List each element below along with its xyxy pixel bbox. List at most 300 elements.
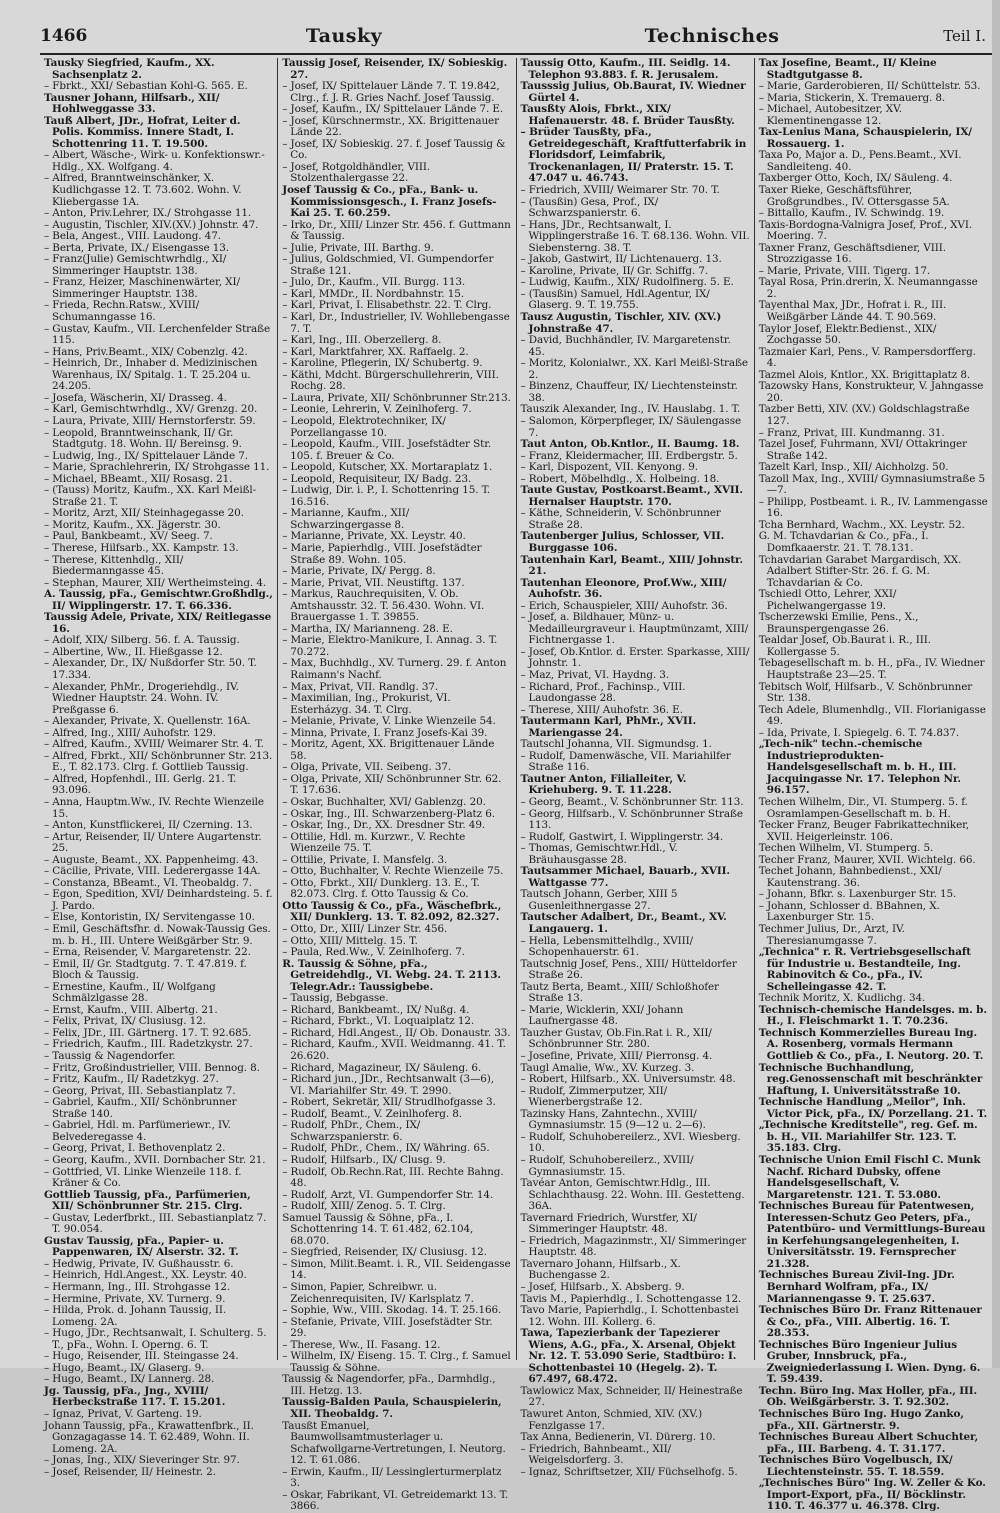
directory-entry: – Marianne, Private, XX. Leystr. 40. xyxy=(282,530,466,543)
directory-entry: – Therese, Kittenhdlg., XII/ Biedermanngasse 45. xyxy=(44,553,184,578)
directory-entry: Taxner Franz, Geschäftsdiener, VIII. Strozzigasse 16. xyxy=(758,241,946,266)
directory-entry: – (Tausßin) Gesa, Prof., IX/ Schwarzspanierstr. 6. xyxy=(520,195,659,220)
directory-entry: Tscherzewski Emilie, Pens., X., Braunspergengasse 26. xyxy=(758,611,919,635)
directory-entry: – Leopold, Elektrotechniker, IX/ Porzellangasse 10. xyxy=(282,414,446,439)
directory-entry: – Otto, Fbrkt., XII/ Dunklerg. 13. E., T. 82.073. Clrg. f. Otto Taussig & Co. xyxy=(282,876,480,901)
directory-entry: – Rudolf, PhDr., Chem., IX/ Währing. 65. xyxy=(282,1142,490,1155)
directory-entry: – Karl, Ing., III. Oberzellerg. 8. xyxy=(282,334,442,347)
directory-entry: Tauß Albert, JDr., Hofrat, Leiter d. Polis. Kommiss. Innere Stadt, I. Schottenring 11. T. 19.500. xyxy=(44,114,241,150)
directory-entry: Tautsammer Michael, Bauarb., XVII. Wattgasse 77. xyxy=(520,865,730,889)
directory-entry: Tautermann Karl, PhMr., XVII. Mariengasse 24. xyxy=(520,715,697,739)
directory-entry: – Marie, Elektro-Manikure, I. Annag. 3. T. 70.272. xyxy=(282,634,498,658)
directory-entry: – Felix, JDr., III. Gärtnerg. 17. T. 92.685. xyxy=(44,1026,252,1039)
directory-entry: – Friedrich, Bahnbeamt., XII/ Weigelsdorferg. 3. xyxy=(520,1442,672,1467)
directory-entry: – Stefanie, Private, VIII. Josefstädter Str. 29. xyxy=(282,1315,493,1340)
directory-entry: – Olga, Private, VII. Seibeng. 37. xyxy=(282,761,452,774)
directory-entry: Taugl Amalie, Ww., XV. Kurzeg. 3. xyxy=(520,1061,695,1074)
directory-entry: – Egon, Spedition, XVI/ Deinhardsteing. 5. f. J. Pardo. xyxy=(44,888,273,912)
directory-entry: – Leopold, Kutscher, XX. Mortaraplatz 1. xyxy=(282,461,493,474)
directory-entry: – Marie, Papierhdlg., VIII. Josefstädter Straße 89. Wohn. 105. xyxy=(282,541,482,566)
directory-entry: – Rudolf, Hilfsarb., IX/ Clusg. 9. xyxy=(282,1153,446,1166)
volume-label: Teil I. xyxy=(943,27,986,45)
directory-entry: Taxis-Bordogna-Valnigra Josef, Prof., XVI. Moering. 7. xyxy=(758,218,973,243)
directory-entry: Tauszik Alexander, Ing., IV. Hauslabg. 1. T. xyxy=(520,403,741,416)
directory-entry: Tschiedl Otto, Lehrer, XXI/ Pichelwangergasse 19. xyxy=(758,588,897,612)
directory-entry: Josef Taussig & Co., pFa., Bank- u. Kommissionsgesch., I. Franz Josefs-Kai 25. T. 60.259. xyxy=(282,184,497,220)
directory-entry: – Simon, Papier, Schreibwr. u. Zeichenrequisiten, IV/ Karlsplatz 7. xyxy=(282,1280,474,1305)
directory-entry: – Frieda, Rechn.Ratsw., XVIII/ Schumanngasse 16. xyxy=(44,299,200,324)
directory-entry: – (Tausßin) Samuel, Hdl.Agentur, IX/ Glaserg. 9. T. 19.755. xyxy=(520,287,710,312)
directory-entry: „Tech-nik" techn.-chemische Industrieprodukten-Handelsgesellschaft m. b. H., III. Jacquingasse Nr. 17. Telephon Nr. 96.157. xyxy=(758,738,961,797)
directory-entry: Tausßt Emanuel, Baumwollsamtmusterlager u. Schafwollgarne-Vertretungen, I. Neutorg. 12. T. 61.086. xyxy=(282,1419,506,1467)
directory-entry: – Richard, Magazineur, IX/ Säuleng. 6. xyxy=(282,1061,482,1074)
directory-entry: – Rudolf, Schuhobereilerz., XVIII/ Gymnasiumstr. 15. xyxy=(520,1153,694,1178)
directory-entry: G. M. Tchavdarian & Co., pFa., I. Domfkaaerstr. 21. T. 78.131. xyxy=(758,530,929,554)
directory-entry: – Hugo, Reisender, III. Steingasse 24. xyxy=(44,1350,239,1363)
directory-entry: – Josef, IX/ Sobieskig. 27. f. Josef Taussig & Co. xyxy=(282,137,506,162)
directory-entry: – Sophie, Ww., VIII. Skodag. 14. T. 25.166. xyxy=(282,1304,502,1317)
directory-entry: Tazber Betti, XIV. (XV.) Goldschlagstraße 127. xyxy=(758,403,970,427)
running-head-left: Tausky xyxy=(305,25,383,47)
directory-entry: – Taussig, Bebgasse. xyxy=(282,992,389,1005)
directory-entry: Technisch-chemische Handelsges. m. b. H., I. Fleischmarkt 1. T. 70.236. xyxy=(758,1003,987,1028)
directory-entry: – Marie, Garderobieren, II/ Schüttelstr. 53. xyxy=(758,80,981,93)
directory-entry: – Rudolf, Ob.Rechn.Rat, III. Rechte Bahng. 48. xyxy=(282,1165,504,1190)
directory-entry: Tausz Augustin, Tischler, XIV. (XV.) Johnstraße 47. xyxy=(520,311,722,335)
directory-entry: Taut Anton, Ob.Kntlor., II. Baumg. 18. xyxy=(520,438,740,451)
directory-entry: – Alfred, Fbrkt., XII/ Schönbrunner Str. 213. E., T. 82.173. Clrg. f. Gottlieb Taussig. xyxy=(44,749,273,774)
directory-entry: – Oskar, Buchhalter, XVI/ Gablenzg. 20. xyxy=(282,796,486,808)
directory-entry: – Alfred, Ing., XIII/ Auhofstr. 129. xyxy=(44,726,216,739)
directory-entry: – Richard jun., JDr., Rechtsanwalt (3—6), VI. Mariahilfer Str. 49. T. 2990. xyxy=(282,1073,494,1097)
directory-entry: – Anna, Hauptm.Ww., IV. Rechte Wienzeile 15. xyxy=(44,796,264,820)
directory-entry: – Franz, Heizer, Maschinenwärter, XI/ Simmeringer Hauptstr. 138. xyxy=(44,276,240,300)
directory-entry: – Albert, Wäsche-, Wirk- u. Konfektionswr.-Hdlg., XX. Wolfgang. 4. xyxy=(44,149,265,173)
directory-entry: – Paul, Bankbeamt., XV/ Seeg. 7. xyxy=(44,530,213,543)
directory-entry: Techen Wilhelm, VI. Stumperg. 5. xyxy=(758,842,934,855)
directory-entry: – Albertine, Ww., II. Hießgasse 12. xyxy=(44,645,223,658)
directory-entry: – Adolf, XIX/ Silberg. 56. f. A. Taussig. xyxy=(44,634,240,647)
directory-entry: Tcha Bernhard, Wachm., XX. Leystr. 52. xyxy=(758,518,965,531)
directory-entry: – Josef, Rotgoldhändler, VIII. Stolzenthalergasse 22. xyxy=(282,160,431,185)
directory-entry: – Marie, Sprachlehrerin, IX/ Strohgasse 11. xyxy=(44,461,270,474)
directory-entry: – Josef, Ob.Kntlor. d. Erster. Sparkasse, XIII/ Johnstr. 1. xyxy=(520,645,750,670)
directory-entry: – Josefa, Wäscherin, XI/ Drasseg. 4. xyxy=(44,391,227,404)
directory-entry: – Moritz, Agent, XX. Brigittenauer Lände 58. xyxy=(282,738,495,762)
directory-entry: Tawa, Tapezierbank der Tapezierer Wiens, A.G., pFa., X. Arsenal, Objekt Nr. 12. T. 53.090 Serie, Stadtbüro: I. Schottenbastei 10 (Hegelg. 2). T. 67.497, 68.472. xyxy=(520,1327,737,1386)
directory-entry: Tazel Josef, Fuhrmann, XVI/ Ottakringer Straße 142. xyxy=(758,438,967,462)
header-rule xyxy=(40,53,992,55)
directory-entry: Tavernaro Johann, Hilfsarb., X. Buchengasse 2. xyxy=(520,1257,681,1282)
directory-entry: – Erna, Reisender, V. Margaretenstr. 22. xyxy=(44,946,251,959)
directory-entry: – Minna, Private, I. Franz Josefs-Kai 39. xyxy=(282,726,488,739)
directory-entry: Technisches Bureau Albert Schuchter, pFa., III. Barbeng. 4. T. 31.177. xyxy=(758,1431,979,1455)
directory-entry: – Franz(Julie) Gemischtwrhdlg., XI/ Simmeringer Hauptstr. 138. xyxy=(44,253,227,277)
directory-entry: – Hans, JDr., Rechtsanwalt, I. Wipplingerstraße 16. T. 68.136. Wohn. VII. Siebensterng. 38. T. xyxy=(520,218,750,254)
directory-entry: – Josef, Kaufm., IX/ Spittelauer Lände 7. E. xyxy=(282,103,504,116)
directory-entry: Taxer Rieke, Geschäftsführer, Großgrundbes., IV. Ottersgasse 5A. xyxy=(758,184,950,208)
directory-entry: – Anton, Priv.Lehrer, IX./ Strohgasse 11. xyxy=(44,207,252,220)
directory-entry: – Simon, Milit.Beamt. i. R., VII. Seidengasse 14. xyxy=(282,1257,511,1282)
running-head-right: Technisches xyxy=(644,25,780,47)
directory-entry: – Marie, Private, VIII. Tigerg. 17. xyxy=(758,264,931,277)
directory-entry: Technisches Büro Vogelbusch, IX/ Liechtensteinstr. 55. T. 18.559. xyxy=(758,1454,953,1478)
directory-entry: Tautenberger Julius, Schlosser, VII. Burggasse 106. xyxy=(520,530,725,554)
directory-entry: – Käthi, Mdcht. Bürgerschullehrerin, VIII. Rochg. 28. xyxy=(282,368,499,393)
directory-entry: – Rudolf, Beamt., V. Zeinlhoferg. 8. xyxy=(282,1107,462,1120)
directory-entry: – Auguste, Beamt., XX. Pappenheimg. 43. xyxy=(44,853,259,866)
directory-entry: – Ludwig, Kaufm., XIX/ Rudolfinerg. 5. E. xyxy=(520,276,734,289)
directory-entry: – Otto, Buchhalter, V. Rechte Wienzeile 75. xyxy=(282,865,504,878)
directory-entry: Taussig & Nagendorfer, pFa., Darmhdlg., III. Hetzg. 13. xyxy=(282,1373,496,1397)
directory-entry: – Hedwig, Private, IV. Gußhausstr. 6. xyxy=(44,1257,234,1270)
directory-entry: – Robert, Hilfsarb., XX. Universumstr. 48. xyxy=(520,1073,736,1086)
directory-entry: – Hilda, Prok. d. Johann Taussig, II. Lomeng. 2A. xyxy=(44,1304,227,1328)
directory-entry: – Alexander, Dr., IX/ Nußdorfer Str. 50. T. 17.334. xyxy=(44,657,257,681)
directory-entry: – Friedrich, Magazinmstr., XI/ Simmeringer Hauptstr. 48. xyxy=(520,1234,747,1259)
directory-entry: – Philipp, Postbeamt. i. R., IV. Lammengasse 16. xyxy=(758,495,988,520)
directory-entry: Tazmaier Karl, Pens., V. Rampersdorfferg. 4. xyxy=(758,345,976,370)
directory-entry: – Laura, Private, XIII/ Hernstorferstr. 59. xyxy=(44,414,256,427)
page-number: 1466 xyxy=(40,26,88,46)
directory-entry: – Jonas, Ing., XIX/ Sieveringer Str. 97. xyxy=(44,1454,240,1467)
directory-entry: Tausner Johann, Hilfsarb., XII/ Hohlweggasse 33. xyxy=(44,91,220,116)
directory-entry: – Salomon, Körperpfleger, IX/ Säulengasse 7. xyxy=(520,414,742,439)
directory-entry: Tawuret Anton, Schmied, XIV. (XV.) Fenzlgasse 17. xyxy=(520,1407,703,1432)
directory-entry: – Robert, Sekretär, XII/ Strudlhofgasse 3. xyxy=(282,1096,496,1109)
directory-entry: – Berta, Private, IX./ Eisengasse 13. xyxy=(44,241,229,254)
directory-entry: – Bela, Angest., VIII. Laudong. 47. xyxy=(44,230,221,243)
directory-entry: – Maria, Stickerin, X. Tremauerg. 8. xyxy=(758,91,946,104)
directory-entry: – Marie, Wicklerin, XXI/ Johann Laufnergasse 48. xyxy=(520,1003,684,1028)
columns-container xyxy=(40,57,992,1513)
directory-entry: – Augustin, Tischler, XIV.(XV.) Johnstr. 47. xyxy=(44,218,259,231)
directory-entry: Technisches Büro Dr. Franz Rittenauer & Co., pFa., VIII. Albertig. 16. T. 28.353. xyxy=(758,1304,982,1340)
directory-entry: – Michael, BBeamt., XII/ Rosasg. 21. xyxy=(44,472,233,485)
directory-entry: Taussig Otto, Kaufm., III. Seidlg. 14. Telephon 93.883. f. R. Jerusalem. xyxy=(520,57,731,81)
directory-entry: Tech Adele, Blumenhdlg., VII. Florianigasse 49. xyxy=(758,703,986,728)
directory-entry: Tautenhain Karl, Beamt., XIII/ Johnstr. 21. xyxy=(520,553,743,578)
directory-entry: Tebagesellschaft m. b. H., pFa., IV. Wiedner Hauptstraße 23—25. T. xyxy=(758,657,985,681)
directory-entry: – Josef, Hilfsarb., X. Absberg. 9. xyxy=(520,1280,685,1293)
directory-entry: – Michael, Autobesitzer, XV. Klementinengasse 12. xyxy=(758,103,902,127)
directory-entry: Taxberger Otto, Koch, IX/ Säuleng. 4. xyxy=(758,172,953,185)
directory-entry: Taussig Adele, Private, XIX/ Reitlegasse 16. xyxy=(44,611,272,635)
directory-entry: – Ida, Private, I. Spiegelg. 6. T. 74.837. xyxy=(758,726,960,739)
column-1 xyxy=(40,57,277,1478)
directory-entry: – Franz, Privat, III. Kundmanng. 31. xyxy=(758,426,945,439)
directory-entry: Otto Taussig & Co., pFa., Wäschefbrk., XII/ Dunklerg. 13. T. 82.092, 82.327. xyxy=(282,899,502,924)
column-2 xyxy=(277,57,515,1513)
directory-entry: Technik Moritz, X. Kudlichg. 34. xyxy=(758,992,926,1005)
directory-entry: – Bittallo, Kaufm., IV. Schwindg. 19. xyxy=(758,207,945,220)
directory-entry: – Fritz, Kaufm., II/ Radetzkyg. 27. xyxy=(44,1073,219,1086)
directory-entry: Tealdar Josef, Ob.Baurat i. R., III. Kollergasse 5. xyxy=(758,634,931,658)
directory-entry: – Hella, Lebensmittelhdlg., XVIII/ Schopenhauerstr. 61. xyxy=(520,934,694,959)
directory-entry: – Friedrich, Kaufm., III. Radetzkystr. 27. xyxy=(44,1038,253,1051)
directory-entry: – Rudolf, Damenwäsche, VII. Mariahilfer Straße 116. xyxy=(520,749,731,774)
directory-entry: – Rudolf, XIII/ Zenog. 5. T. Clrg. xyxy=(282,1200,446,1213)
directory-entry: Techer Franz, Maurer, XVII. Wichtelg. 66. xyxy=(758,853,976,866)
directory-entry: – Melanie, Private, V. Linke Wienzeile 54. xyxy=(282,715,496,728)
directory-entry: – Paula, Red.Ww., V. Zeinlhoferg. 7. xyxy=(282,946,465,959)
directory-entry: – Josef, a. Bildhauer, Münz- u. Medailleurgraveur i. Hauptmünzamt, XIII/ Fichtnergasse 1. xyxy=(520,611,749,647)
directory-entry: – Max, Privat, VII. Randlg. 37. xyxy=(282,680,439,693)
directory-entry: Tavernard Friedrich, Wurstfer, XI/ Simmeringer Hauptstr. 48. xyxy=(520,1211,697,1236)
directory-entry: – Josef, Kürschnermstr., XX. Brigittenauer Lände 22. xyxy=(282,114,499,139)
directory-entry: – Richard, Bankbeamt., IX/ Nußg. 4. xyxy=(282,1003,470,1016)
directory-entry: – Richard, Kaufm., XVII. Weidmanng. 41. T. 26.620. xyxy=(282,1038,506,1063)
directory-entry: Tausssig Julius, Ob.Baurat, IV. Wiedner Gürtel 4. xyxy=(520,80,746,104)
directory-entry: – Thomas, Gemischtwr.Hdl., V. Bräuhausgasse 28. xyxy=(520,842,678,866)
directory-entry: – Cäcilie, Private, VIII. Lederergasse 14A. xyxy=(44,865,261,878)
directory-entry: Technisches Büro Ingenieur Julius Gruber, Innsbruck, pFa., Zweigniederlassung I. Wien. Dyng. 6. T. 59.439. xyxy=(758,1338,981,1386)
directory-entry: Tautsch Johann, Gerber, XIII 5 Gusenleithnergasse 27. xyxy=(520,888,678,912)
directory-entry: Tazoll Max, Ing., XVIII/ Gymnasiumstraße 5—7. xyxy=(758,472,986,497)
directory-entry: A. Taussig, pFa., Gemischtwr.Großhdlg., II/ Wipplingerstr. 17. T. 66.336. xyxy=(44,588,273,612)
directory-entry: – Josefine, Private, XIII/ Pierronsg. 4. xyxy=(520,1050,713,1063)
directory-entry: – Marie, Private, IX/ Pergg. 8. xyxy=(282,565,436,578)
directory-entry: – Leopold, Requisiteur, IX/ Badg. 23. xyxy=(282,472,472,485)
directory-entry: – Therese, XIII/ Auhofstr. 36. E. xyxy=(520,703,683,716)
directory-entry: – Maz, Privat, VI. Haydng. 3. xyxy=(520,668,669,681)
directory-entry: – Johann, Schlosser d. BBahnen, X. Laxenburger Str. 15. xyxy=(758,899,940,924)
directory-entry: – Siegfried, Reisender, IX/ Clusiusg. 12. xyxy=(282,1246,487,1259)
directory-entry: – Gottfried, VI. Linke Wienzeile 118. f. Kräner & Co. xyxy=(44,1165,242,1190)
directory-entry: – Richard, Fbrkt., VI. Loquaiplatz 12. xyxy=(282,1015,475,1028)
directory-entry: – (Tauss) Moritz, Kaufm., XX. Karl Meißl-Straße 21. T. xyxy=(44,484,257,508)
directory-entry: – Alexander, PhMr., Drogeriehdlg., IV. Wiedner Hauptstr. 24. Wohn. IV. Preßgasse 6. xyxy=(44,680,239,716)
directory-entry: Tavéar Anton, Gemischtwr.Hdlg., III. Schlachthausg. 22. Wohn. III. Gestetteng. 36A. xyxy=(520,1177,745,1213)
directory-entry: Johann Taussig, pFa., Krawattenfbrk., II. Gonzagagasse 14. T. 62.489, Wohn. II. Lomeng. 2A. xyxy=(44,1419,254,1455)
directory-entry: – Rudolf, Arzt, VI. Gumpendorfer Str. 14. xyxy=(282,1188,494,1201)
directory-entry: – Moritz, Kaufm., XX. Jägerstr. 30. xyxy=(44,518,221,531)
directory-entry: – Hans, Priv.Beamt., XIX/ Cobenzlg. 42. xyxy=(44,345,248,358)
directory-entry: – Laura, Private, XII/ Schönbrunner Str.213. xyxy=(282,391,511,404)
directory-entry: Taylor Josef, Elektr.Bedienst., XIX/ Zochgasse 50. xyxy=(758,322,937,347)
directory-entry: – Gustav, Kaufm., VII. Lerchenfelder Straße 115. xyxy=(44,322,271,347)
directory-entry: Tautz Berta, Beamt., XIII/ Schloßhofer Straße 13. xyxy=(520,980,719,1005)
directory-entry: – Julo, Dr., Kaufm., VII. Burgg. 113. xyxy=(282,276,466,289)
directory-entry: – Alfred, Kaufm., XVIII/ Weimarer Str. 4. T. xyxy=(44,738,264,751)
directory-entry: Technische Buchhandlung, reg.Genossenschaft mit beschränkter Haftung, I. Universitätsstraße 10. xyxy=(758,1061,983,1097)
directory-entry: Tax Josefine, Beamt., II/ Kleine Stadtgutgasse 8. xyxy=(758,57,937,81)
directory-entry: – Hugo, JDr., Rechtsanwalt, I. Schulterg. 5. T., pFa., Wohn. I. Operng. 6. T. xyxy=(44,1327,267,1351)
directory-entry: – Ignaz, Privat, V. Garteng. 19. xyxy=(44,1407,202,1420)
directory-entry: – Artur, Reisender, II/ Untere Augartenstr. 25. xyxy=(44,830,262,855)
directory-entry: – Binzenz, Chauffeur, IX/ Liechtensteinstr. 38. xyxy=(520,380,738,404)
directory-entry: Tayal Rosa, Prin.drerin, X. Neumanngasse 2. xyxy=(758,276,978,300)
column-4 xyxy=(754,57,992,1513)
directory-entry: Technisch Kommerzielles Bureau Ing. A. Rosenberg, vormals Hermann Gottlieb & Co., pFa., I. Neutorg. 20. T. xyxy=(758,1026,984,1063)
directory-entry: Samuel Taussig & Söhne, pFa., I. Schottenring 14. T. 61.482, 62.104, 68.070. xyxy=(282,1211,474,1247)
directory-entry: Techmer Julius, Dr., Arzt, IV. Theresianumgasse 7. xyxy=(758,923,905,947)
directory-entry: Tautner Anton, Filialleiter, V. Kriehuberg. 9. T. 11.228. xyxy=(520,772,687,797)
directory-entry: Tausßty Alois, Fbrkt., XIX/ Hafenauerstr. 48. f. Brüder Tausßty. xyxy=(520,103,735,127)
directory-entry: Technisches Bureau für Patentwesen, Interessen-Schutz Geo Peters, pFa., Patentbüro- und Vermittlungs-Bureau in Kerfehungsangelegenheiten, I. Universitätsstr. 19. Fernsprecher 21.328. xyxy=(758,1200,986,1270)
directory-entry: – Rudolf, Schuhobereilerz., XVI. Wiesberg. 10. xyxy=(520,1130,741,1155)
directory-entry: Tauzher Gustav, Ob.Fin.Rat i. R., XII/ Schönbrunner Str. 280. xyxy=(520,1026,712,1051)
directory-entry: – Karl, MMDr., II. Nordbahnstr. 15. xyxy=(282,287,464,300)
directory-entry: – Otto, XIII/ Mittelg. 15. T. xyxy=(282,934,418,947)
directory-entry: – Ernst, Kaufm., VIII. Albertg. 21. xyxy=(44,1003,218,1016)
directory-entry: – Erwin, Kaufm., II/ Lessinglerturmerplatz 3. xyxy=(282,1465,502,1490)
page-edge xyxy=(992,0,1000,1368)
directory-entry: Technisches Bureau Zivil-Ing. JDr. Bernhard Wolfram, pFa., IX/ Mariannengasse 9. T. 25.637. xyxy=(758,1269,955,1305)
directory-entry: Taxa Po, Major a. D., Pens.Beamt., XVI. Sandleiteng. 40. xyxy=(758,149,962,173)
directory-entry: Tecker Franz, Beuger Fabrikattechniker, XVII. Heigerleinstr. 106. xyxy=(758,819,970,843)
directory-entry: – Ernestine, Kaufm., II/ Wolfgang Schmälzlgasse 28. xyxy=(44,980,216,1005)
directory-entry: Technische Handlung „Meilor", Inh. Victor Pick, pFa., IX/ Porzellang. 21. T. xyxy=(758,1096,987,1120)
directory-entry: Taussig-Balden Paula, Schauspielerin, XII. Theobaldg. 7. xyxy=(282,1396,502,1420)
directory-entry: – Emil, II/ Gr. Stadtgutg. 7. T. 47.819. f. Bloch & Taussig. xyxy=(44,957,247,982)
directory-entry: – Erich, Schauspieler, XIII/ Auhofstr. 36. xyxy=(520,599,728,612)
directory-entry: – Julie, Private, III. Barthg. 9. xyxy=(282,241,434,254)
directory-entry: – Karl, Privat, I. Elisabethstr. 22. T. Clrg. xyxy=(282,299,492,312)
directory-entry: – Friedrich, XVIII/ Weimarer Str. 70. T. xyxy=(520,184,720,197)
directory-entry: – Constanza, BBeamt., VI. Theobaldg. 7. xyxy=(44,876,252,889)
directory-entry: – Georg, Privat, III. Sebastianplatz 7. xyxy=(44,1084,236,1097)
directory-entry: – Olga, Private, XII/ Schönbrunner Str. 62. T. 17.636. xyxy=(282,772,502,797)
directory-entry: – Taussig & Nagendorfer. xyxy=(44,1050,176,1063)
directory-entry: – Therese, Ww., II. Fasang. 12. xyxy=(282,1338,441,1351)
directory-entry: Tavo Marie, Papierhdlg., I. Schottenbastei 12. Wohn. III. Kollerg. 6. xyxy=(520,1304,739,1328)
directory-entry: – Emil, Geschäftsfhr. d. Nowak-Taussig Ges. m. b. H., III. Untere Weißgärber Str. 9. xyxy=(44,923,271,947)
directory-entry: Tayenthal Max, JDr., Hofrat i. R., III. Weißgärber Lände 44. T. 90.569. xyxy=(758,299,947,324)
directory-entry: – Karl, Marktfahrer, XX. Raffaelg. 2. xyxy=(282,345,469,358)
directory-entry: Taussig Josef, Reisender, IX/ Sobieskig. 27. xyxy=(282,57,508,81)
directory-entry: – Else, Kontoristin, IX/ Servitengasse 10. xyxy=(44,911,255,924)
directory-entry: – Alfred, Branntweinschänker, X. Kudlichgasse 12. T. 73.602. Wohn. V. Kliebergasse 1A. xyxy=(44,172,242,208)
directory-entry: „Technica" r. R. Vertriebsgesellschaft für Industrie u. Bestandteile, Ing. Rabinovitch & Co., pFa., IV. Schelleingasse 42. T. xyxy=(758,946,971,993)
directory-entry: Tautscher Adalbert, Dr., Beamt., XV. Langauerg. 1. xyxy=(520,911,727,936)
directory-entry: Tavis M., Papierhdlg., I. Schottengasse 12. xyxy=(520,1292,742,1305)
directory-entry: – Richard, Prof., Fachinsp., VIII. Laudongasse 28. xyxy=(520,680,686,705)
directory-entry: Tautschl Johanna, VII. Sigmundsg. 1. xyxy=(520,738,712,751)
directory-entry: – Martha, IX/ Marianneng. 28. E. xyxy=(282,622,453,635)
directory-entry: Techn. Büro Ing. Max Holler, pFa., III. Ob. Weißgärberstr. 3. T. 92.302. xyxy=(758,1384,978,1409)
directory-entry: Tax-Lenius Mana, Schauspielerin, IX/ Rossauerg. 1. xyxy=(758,126,972,150)
directory-entry: Tautenhan Eleonore, Prof.Ww., XIII/ Auhofstr. 36. xyxy=(520,576,727,601)
directory-entry: – Otto, Dr., XIII/ Linzer Str. 456. xyxy=(282,923,448,936)
directory-entry: Gustav Taussig, pFa., Papier- u. Pappenwaren, IX/ Alserstr. 32. T. xyxy=(44,1234,239,1259)
directory-entry: – Jakob, Gastwirt, II/ Lichtenauerg. 13. xyxy=(520,253,722,266)
directory-entry: – Stephan, Maurer, XII/ Wertheimsteing. 4. xyxy=(44,576,267,589)
directory-entry: – Gustav, Lederfbrkt., III. Sebastianplatz 7. T. 90.054. xyxy=(44,1211,267,1236)
directory-entry: – Oskar, Fabrikant, VI. Getreidemarkt 13. T. 3866. xyxy=(282,1488,509,1513)
directory-entry: Gottlieb Taussig, pFa., Parfümerien, XII/ Schönbrunner Str. 215. Clrg. xyxy=(44,1188,251,1213)
directory-entry: – Hugo, Beamt., IX/ Lannerg. 28. xyxy=(44,1373,215,1386)
directory-entry: Tautschnig Josef, Pens., XIII/ Hütteldorfer Straße 26. xyxy=(520,957,737,982)
directory-entry: Tazelt Karl, Insp., XII/ Aichholzg. 50. xyxy=(758,461,949,474)
directory-entry: Technische Union Emil Fischl C. Munk Nachf. Richard Dubsky, offene Handelsgesellschaft, V. Margaretenstr. 121. T. 53.080. xyxy=(758,1153,981,1201)
directory-entry: – Fbrkt., XXI/ Sebastian Kohl-G. 565. E. xyxy=(44,80,248,93)
directory-entry: Tebitsch Wolf, Hilfsarb., V. Schönbrunner Str. 138. xyxy=(758,680,973,705)
directory-entry: – Marianne, Kaufm., XII/ Schwarzingergasse 8. xyxy=(282,507,410,531)
directory-entry: – Leopold, Branntweinschank, II/ Gr. Stadtgutg. 18. Wohn. II/ Bereinsg. 9. xyxy=(44,426,242,451)
directory-entry: – Karoline, Private, II/ Gr. Schiffg. 7. xyxy=(520,264,709,277)
directory-entry: – Therese, Hilfsarb., XX. Kampstr. 13. xyxy=(44,541,239,554)
directory-entry: „Technische Kreditstelle", reg. Gef. m. b. H., VII. Mariahilfer Str. 123. T. 35.183. Clrg. xyxy=(758,1119,978,1155)
directory-entry: Tawlowicz Max, Schneider, II/ Heinestraße 27. xyxy=(520,1384,743,1409)
directory-entry: – Robert, Möbelhdlg., X. Holbeing. 18. xyxy=(520,472,720,485)
directory-entry: – Ludwig, Ing., IX/ Spittelauer Lände 7. xyxy=(44,449,248,462)
directory-entry: – Max, Buchhdlg., XV. Turnerg. 29. f. Anton Raimann's Nachf. xyxy=(282,657,507,681)
directory-entry: – Brüder Tausßty, pFa., Getreidegeschäft, Kraftfutterfabrik in Floridsdorf, Leimfabrik, Trockenanlagen, II/ Praterstr. 15. T. 47.047 u. 46.743. xyxy=(520,126,747,185)
directory-entry: Taute Gustav, Postkoarst.Beamt., XVII. Hernalser Hauptstr. 170. xyxy=(520,484,743,508)
directory-entry: – Georg, Kaufm., XVII. Dornbacher Str. 21. xyxy=(44,1153,266,1166)
directory-entry: Techet Johann, Bahnbedienst., XXI/ Kautenstrang. 36. xyxy=(758,865,942,889)
directory-entry: – Ottilie, Private, I. Mansfelg. 3. xyxy=(282,853,448,866)
directory-entry: – Oskar, Ing., Dr., XX. Dresdner Str. 49. xyxy=(282,819,486,832)
directory-entry: – Oskar, Ing., III. Schwarzenberg-Platz 6. xyxy=(282,807,495,820)
directory-entry: – Julius, Goldschmied, VI. Gumpendorfer Straße 121. xyxy=(282,253,494,277)
directory-entry: – Karl, Dr., Industrieller, IV. Wohllebengasse 7. T. xyxy=(282,311,510,335)
directory-entry: – Karl, Dispozent, VII. Kenyong. 9. xyxy=(520,461,698,474)
directory-entry: – Richard, Hdl.Angest., II/ Ob. Donaustr. 33. xyxy=(282,1026,511,1039)
directory-entry: Tazowsky Hans, Konstrukteur, V. Jahngasse 20. xyxy=(758,380,984,404)
directory-entry: – Josef, IX/ Spittelauer Lände 7. T. 19.842, Clrg., f. J. R. Gries Nachf. Josef Taussig. xyxy=(282,80,500,104)
directory-entry: – Karl, Gemischtwrhdlg., XV/ Grenzg. 20. xyxy=(44,403,258,416)
directory-entry: R. Taussig & Söhne, pFa., Getreidehdlg., VI. Webg. 24. T. 2113. Telegr.Adr.: Taussigbebe. xyxy=(282,957,501,993)
directory-entry: – Ottilie, Hdl. m. Kurzwr., V. Rechte Wienzeile 75. T. xyxy=(282,830,466,855)
directory-entry: – Gabriel, Hdl. m. Parfümeriewr., IV. Belvederegasse 4. xyxy=(44,1119,231,1143)
directory-entry: – Ludwig, Dir. i. P., I. Schottenring 15. T. 16.516. xyxy=(282,484,491,508)
directory-entry: – Karoline, Pflegerin, IX/ Schubertg. 9. xyxy=(282,357,483,370)
directory-entry: Tazmel Alois, Kntlor., XX. Brigittaplatz 8. xyxy=(758,368,971,381)
directory-entry: – Hermann, Ing., III. Strohgasse 12. xyxy=(44,1280,231,1293)
directory-entry: – Moritz, Kolonialwr., XX. Karl Meißl-Straße 2. xyxy=(520,357,748,381)
directory-entry: – Ignaz, Schriftsetzer, XII/ Füchselhofg. 5. xyxy=(520,1465,738,1478)
directory-entry: – Markus, Rauchrequisiten, V. Ob. Amtshausstr. 32. T. 56.430. Wohn. VI. Brauergasse 1. T. 39855. xyxy=(282,588,485,624)
directory-entry: Tchavdarian Garabet Margardisch, XX. Adalbert Stifter-Str. 26. f. G. M. Tchavdarian & Co. xyxy=(758,553,962,589)
directory-entry: – Käthe, Schneiderin, V. Schönbrunner Straße 28. xyxy=(520,507,721,531)
directory-entry: – Anton, Kunstflickerei, II/ Czerning. 13. xyxy=(44,819,253,832)
column-3 xyxy=(516,57,754,1478)
directory-entry: – Felix, Privat, IX/ Clusiusg. 12. xyxy=(44,1015,206,1028)
directory-entry: Jg. Taussig, pFa., Jng., XVIII/ Herbeckstraße 117. T. 15.201. xyxy=(44,1384,226,1409)
directory-entry: – Gabriel, Kaufm., XII/ Schönbrunner Straße 140. xyxy=(44,1096,237,1120)
directory-entry: – Franz, Kleidermacher, III. Erdbergstr. 5. xyxy=(520,449,738,462)
directory-entry: Tax Anna, Bedienerin, VI. Dürerg. 10. xyxy=(520,1431,716,1444)
directory-entry: Techen Wilhelm, Dir., VI. Stumperg. 5. f. Osramlampen-Gesellschaft m. b. H. xyxy=(758,796,968,820)
directory-entry: – Heinrich, Hdl.Angest., XX. Leystr. 40. xyxy=(44,1269,247,1282)
directory-entry: – David, Buchhändler, IV. Margaretenstr. 45. xyxy=(520,334,731,358)
page-header xyxy=(40,22,986,50)
directory-entry: – Georg, Hilfsarb., V. Schönbrunner Straße 113. xyxy=(520,807,743,832)
directory-entry: – Georg, Beamt., V. Schönbrunner Str. 113. xyxy=(520,796,744,808)
directory-entry: – Rudolf, Gastwirt, I. Wipplingerstr. 34. xyxy=(520,830,724,843)
directory-entry: – Heinrich, Dr., Inhaber d. Medizinischen Warenhaus, IX/ Spitalg. 1. T. 25.204 u. 24.205. xyxy=(44,357,258,393)
directory-entry: Technisches Büro Ing. Hugo Zanko, pFa., XII. Gärtnerstr. 9. xyxy=(758,1407,964,1432)
directory-entry: – Fritz, Großindustrieller, VIII. Bennog. 8. xyxy=(44,1061,260,1074)
directory-entry: – Hugo, Beamt., IX/ Glaserg. 9. xyxy=(44,1361,205,1374)
directory-entry: – Georg, Privat, I. Bethovenplatz 2. xyxy=(44,1142,226,1155)
directory-entry: – Rudolf, PhDr., Chem., IX/ Schwarzspanierstr. 6. xyxy=(282,1119,421,1143)
directory-entry: – Wilhelm, IX/ Eiseng. 15. T. Clrg., f. Samuel Taussig & Söhne. xyxy=(282,1350,511,1374)
directory-entry: – Leopold, Kaufm., VIII. Josefstädter Str. 105. f. Breuer & Co. xyxy=(282,438,492,462)
directory-entry: – Leonie, Lehrerin, V. Zeinlhoferg. 7. xyxy=(282,403,472,416)
directory-entry: – Rudolf, Zimmerputzer, XII/ Wienerbergstraße 12. xyxy=(520,1084,668,1109)
directory-entry: – Hermine, Private, XV. Turnerg. 9. xyxy=(44,1292,226,1305)
directory-entry: – Irko, Dr., XIII/ Linzer Str. 456. f. Guttmann & Taussig. xyxy=(282,218,511,243)
directory-entry: – Marie, Privat, VII. Neustiftg. 137. xyxy=(282,576,465,589)
directory-entry: – Alfred, Hopfenhdl., III. Gerlg. 21. T. 93.096. xyxy=(44,772,237,797)
directory-entry: – Alexander, Private, X. Quellenstr. 16A. xyxy=(44,715,251,728)
directory-entry: Tausky Siegfried, Kaufm., XX. Sachsenplatz 2. xyxy=(44,57,215,81)
directory-entry: – Josef, Reisender, II/ Heinestr. 2. xyxy=(44,1465,216,1478)
directory-entry: – Moritz, Arzt, XII/ Steinhagegasse 20. xyxy=(44,507,244,520)
